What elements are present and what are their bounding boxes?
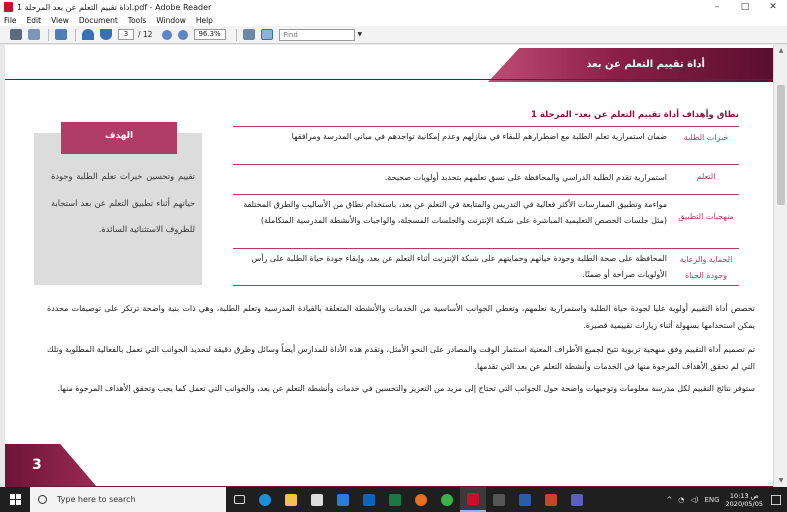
- tray-chevron-icon[interactable]: ^: [666, 495, 673, 504]
- taskbar: [0, 487, 787, 512]
- window-title: اداة تقييم التعلم عن بعد المرحلة 1.pdf - Adobe Reader: [17, 2, 212, 12]
- network-icon[interactable]: ◔: [678, 495, 685, 504]
- menu-tools[interactable]: Tools: [127, 15, 147, 25]
- mail-app[interactable]: [330, 487, 356, 512]
- notification-icon[interactable]: [771, 495, 781, 505]
- goal-text: تقييم وتحسين خبرات تعلم الطلبة وجودة حياتهم أثناء تطبيق التعلم عن بعد استجابة للظروف الاستثنائية السائدة.: [51, 171, 195, 234]
- goal-title: الهدف: [61, 122, 177, 154]
- search-icon: [38, 495, 47, 504]
- word-app[interactable]: [512, 487, 538, 512]
- menu-edit[interactable]: Edit: [26, 15, 42, 25]
- taskbar-apps: [226, 487, 590, 512]
- next-page-icon[interactable]: [100, 29, 112, 40]
- section-heading: نطاق وأهداف أداة تقييم التعلم عن بعد- المرحلة 1: [530, 110, 739, 120]
- scope-table: [233, 126, 739, 286]
- outlook-app[interactable]: [356, 487, 382, 512]
- fit-width-icon[interactable]: [261, 29, 273, 40]
- language-indicator[interactable]: ENG: [704, 495, 720, 504]
- table-row: [233, 126, 739, 164]
- table-row: [233, 248, 739, 286]
- edge-app[interactable]: [252, 487, 278, 512]
- table-row: [233, 194, 739, 248]
- toolbar: [0, 26, 787, 44]
- row-label: منهجيات التطبيق: [678, 212, 734, 221]
- task-view-button[interactable]: [226, 487, 252, 512]
- page-number: 3: [32, 457, 42, 473]
- row-content: استمرارية تقدم الطلبة الدراسي والمحافظة على نسق تعلمهم بتحديد أولويات صحيحة.: [384, 173, 667, 182]
- page-total: / 12: [138, 30, 153, 39]
- powerpoint-app[interactable]: [538, 487, 564, 512]
- app-taskbar[interactable]: [486, 487, 512, 512]
- title-bar: [0, 0, 787, 14]
- minimize-button[interactable]: –: [714, 2, 720, 12]
- clock-date: 2020/05/05: [725, 499, 763, 508]
- paragraph: ستوفر نتائج التقييم لكل مدرسة معلومات وتوجيهات واضحة حول الجوانب التي تحتاج إلى مزيد من التعزيز والتحسين في خدمات وأنشطة التعلم عن بعد، والجوانب التي تعمل كما يجب وتحقق الأهداف المرجوة منها.: [57, 384, 755, 393]
- firefox-app[interactable]: [408, 487, 434, 512]
- maximize-button[interactable]: □: [740, 2, 750, 12]
- file-explorer-app[interactable]: [278, 487, 304, 512]
- row-content: المحافظة على صحة الطلبة وجودة حياتهم وحمايتهم على شبكة الإنترنت أثناء التعلم عن بعد، وإبقاء جودة حياة الطلبة على رأس الأولويات صراحة أو ضمنًا.: [251, 254, 667, 279]
- teams-app[interactable]: [564, 487, 590, 512]
- find-dropdown-icon[interactable]: ▼: [357, 31, 363, 38]
- toolbar-separator: [48, 29, 49, 41]
- row-label: خبرات الطلبة: [683, 133, 729, 142]
- search-placeholder: Type here to search: [57, 495, 136, 504]
- previous-page-icon[interactable]: [82, 29, 94, 40]
- volume-icon[interactable]: ◁): [690, 495, 699, 504]
- find-input[interactable]: Find: [279, 29, 355, 41]
- store-app[interactable]: [304, 487, 330, 512]
- chrome-app[interactable]: [434, 487, 460, 512]
- header-rule: [5, 79, 773, 80]
- scroll-up-icon[interactable]: ▲: [778, 47, 784, 54]
- row-label: الحماية والرعاية وجودة الحياة: [679, 255, 733, 280]
- taskbar-search[interactable]: [30, 487, 226, 512]
- scroll-thumb[interactable]: [777, 85, 785, 205]
- excel-app[interactable]: [382, 487, 408, 512]
- toolbar-separator: [75, 29, 76, 41]
- zoom-in-icon[interactable]: [178, 30, 188, 40]
- table-row: [233, 164, 739, 194]
- paragraph: تخصص أداة التقييم أولوية عليا لجودة حياة الطلبة واستمرارية تعلمهم، وتغطي الجوانب الأساسية من الخدمات والأنشطة المتعلقة بالقيادة المدرسية وتعلم الطلبة، وهي ذات بنية واضحة ترتكز على توصيفات محددة يمكن استخدامها بسهولة أثناء زيارات تقييمية قصيرة.: [47, 304, 755, 330]
- menu-window[interactable]: Window: [156, 15, 186, 25]
- zoom-input[interactable]: 96.3%: [194, 29, 226, 40]
- adobe-reader-app[interactable]: [460, 487, 486, 512]
- vertical-scrollbar[interactable]: [773, 45, 787, 487]
- paragraph: تم تصميم أداة التقييم وفق منهجية تربوية تتيح لجميع الأطراف المعنية استثمار الوقت والمصادر على النحو الأمثل، وتقدم هذه الأداة للمدارس أيضاً وسائل وطرق دقيقة لتحديد الجوانب التي تعمل بالفعالية المطلوبة وتلك التي لم تحقق الأهداف المرجوة منها في الخدمات وأنشطة التعلم عن بعد التي تقدمها.: [47, 345, 755, 371]
- windows-icon: [10, 494, 21, 505]
- adobe-reader-icon: [4, 2, 13, 12]
- row-content: مواءمة وتطبيق الممارسات الأكثر فعالية في التدريس والمتابعة في التعلم عن بعد، باستخدام نطاق من الأساليب والطرق المختلفة (مثل جلسات الحصص التعليمية المباشرة على شبكة الإنترنت والجلسات المسجلة، والواجبات والأنشطة المدرسية المتكاملة): [243, 200, 667, 225]
- clock[interactable]: [726, 492, 763, 508]
- menu-bar: [0, 14, 787, 26]
- banner-title: أداة تقييم التعلم عن بعد: [586, 59, 705, 70]
- menu-file[interactable]: File: [4, 15, 17, 25]
- print-icon[interactable]: [10, 29, 22, 40]
- clock-time: 10:13 ص: [729, 491, 759, 500]
- fit-page-icon[interactable]: [243, 29, 255, 40]
- pdf-page: [5, 45, 773, 487]
- row-label: التعلم: [696, 172, 716, 181]
- start-button[interactable]: [0, 487, 30, 512]
- menu-document[interactable]: Document: [78, 15, 118, 25]
- close-button[interactable]: ✕: [769, 2, 777, 12]
- document-area: [0, 45, 787, 487]
- page-number-input[interactable]: 3: [118, 29, 134, 40]
- zoom-out-icon[interactable]: [162, 30, 172, 40]
- save-icon[interactable]: [28, 29, 40, 40]
- row-content: ضمان استمرارية تعلم الطلبة مع اضطرارهم للبقاء في منازلهم وعدم إمكانية تواجدهم في مباني المدرسة ومرافقها: [291, 132, 667, 141]
- menu-view[interactable]: View: [51, 15, 69, 25]
- menu-help[interactable]: Help: [195, 15, 213, 25]
- toolbar-separator: [236, 29, 237, 41]
- scroll-down-icon[interactable]: ▼: [778, 477, 784, 484]
- collaborate-icon[interactable]: [55, 29, 67, 40]
- system-tray: [666, 487, 787, 512]
